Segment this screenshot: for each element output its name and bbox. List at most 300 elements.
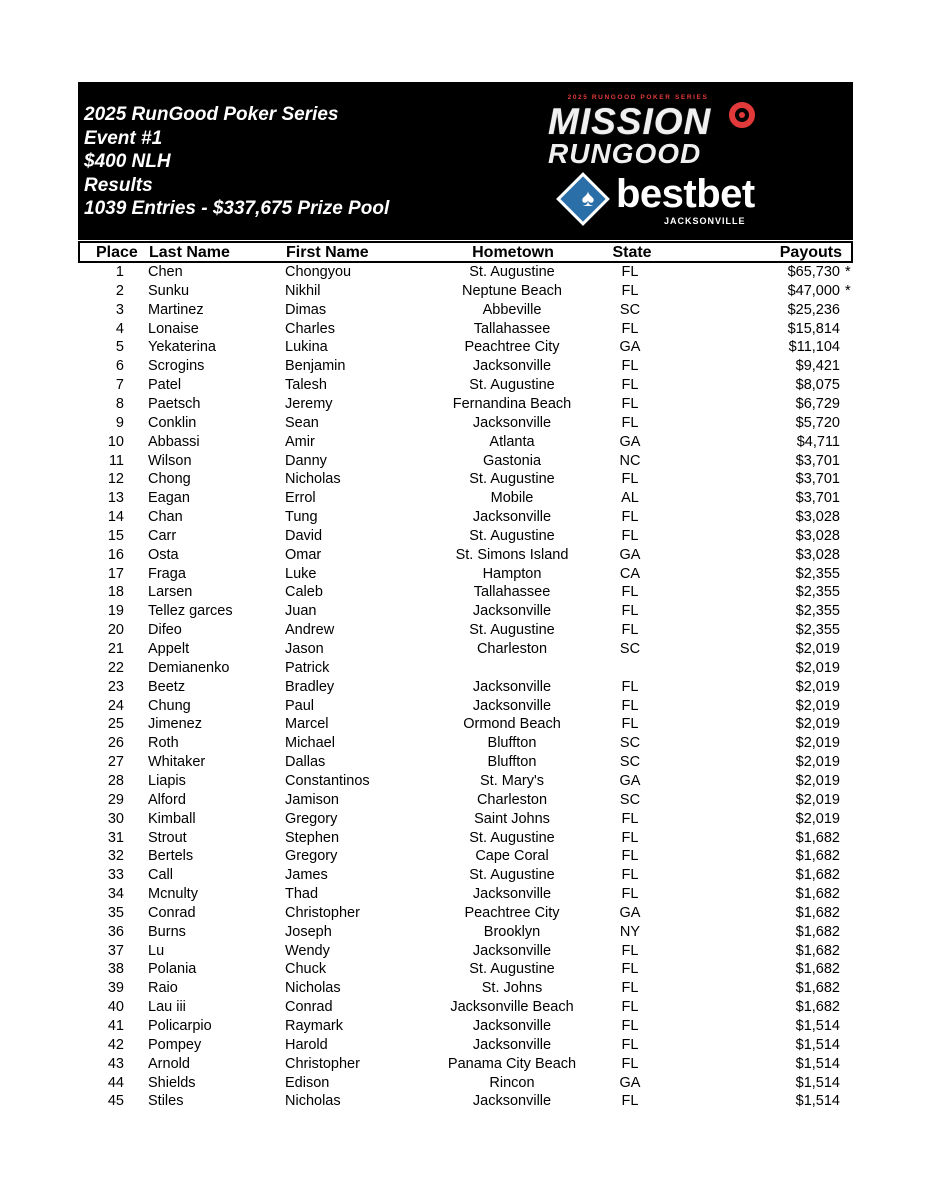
state-cell: FL (621, 264, 639, 280)
first-name-cell: Nicholas (285, 980, 341, 997)
hometown-cell: Peachtree City (464, 339, 560, 356)
first-name-cell: Wendy (285, 942, 330, 959)
header-place: Place (96, 244, 138, 261)
table-row (0, 753, 932, 772)
place-cell: 26 (107, 735, 124, 752)
header-last-name: Last Name (149, 244, 230, 261)
first-name-cell: Nicholas (285, 1093, 341, 1110)
payout-cell: $1,682 (795, 904, 840, 921)
last-name-cell: Shields (148, 1074, 196, 1091)
payout-cell: $11,104 (788, 339, 840, 356)
banner-entries: 1039 Entries - $337,675 Prize Pool (84, 198, 390, 219)
last-name-cell: Osta (148, 546, 179, 563)
hometown-cell: Charleston (476, 641, 548, 657)
payout-cell: $1,514 (795, 1093, 840, 1110)
hometown-cell: Atlanta (489, 433, 535, 450)
first-name-cell: Bradley (285, 678, 335, 695)
table-row (0, 998, 932, 1017)
last-name-cell: Lau iii (148, 999, 186, 1016)
table-row (0, 1036, 932, 1055)
poker-chip-icon (729, 102, 755, 128)
first-name-cell: Amir (285, 433, 315, 450)
payout-mark-cell: * (845, 282, 851, 299)
last-name-cell: Patel (148, 377, 182, 394)
state-cell: FL (621, 999, 639, 1016)
payout-cell: $2,019 (795, 754, 840, 771)
hometown-cell: Jacksonville (472, 678, 552, 695)
state-cell: GA (619, 772, 641, 789)
table-row (0, 489, 932, 508)
place-cell: 25 (107, 716, 124, 733)
last-name-cell: Conrad (148, 904, 196, 921)
table-row (0, 263, 932, 282)
payout-cell: $2,019 (795, 678, 840, 695)
first-name-cell: Chongyou (285, 264, 352, 280)
place-cell: 23 (107, 678, 124, 695)
state-cell: SC (619, 754, 641, 771)
header-state: State (612, 244, 652, 261)
state-cell: FL (621, 377, 639, 394)
state-cell: FL (621, 697, 639, 714)
hometown-cell: Hampton (482, 565, 542, 582)
last-name-cell: Polania (148, 961, 197, 978)
last-name-cell: Bertels (148, 848, 194, 865)
logo-rungood-text: RUNGOOD (548, 138, 702, 169)
hometown-cell: St. Augustine (469, 527, 555, 544)
last-name-cell: Tellez garces (148, 603, 233, 620)
state-cell: GA (619, 339, 641, 356)
hometown-cell: St. Augustine (469, 622, 555, 639)
last-name-cell: Larsen (148, 584, 193, 601)
place-cell: 30 (107, 810, 124, 827)
state-cell: GA (619, 1074, 641, 1091)
payout-cell: $2,019 (795, 791, 840, 808)
state-cell: FL (621, 886, 639, 903)
payout-cell: $1,514 (795, 1018, 840, 1034)
place-cell: 11 (108, 452, 124, 469)
first-name-cell: Edison (285, 1074, 330, 1091)
table-row (0, 866, 932, 885)
place-cell: 27 (107, 754, 124, 771)
hometown-cell: St. Augustine (469, 264, 555, 280)
place-cell: 22 (107, 659, 124, 676)
state-cell: FL (621, 1093, 639, 1110)
payout-cell: $47,000 (787, 282, 840, 299)
table-row (0, 979, 932, 998)
first-name-cell: Joseph (285, 923, 332, 940)
header-payouts: Payouts (779, 244, 842, 261)
hometown-cell: Jacksonville Beach (450, 999, 574, 1016)
last-name-cell: Chen (148, 264, 183, 280)
last-name-cell: Jimenez (148, 716, 202, 733)
banner-title: 2025 RunGood Poker Series (84, 104, 339, 125)
state-cell: FL (621, 527, 639, 544)
first-name-cell: Charles (285, 320, 335, 337)
first-name-cell: Jeremy (285, 395, 333, 412)
last-name-cell: Lu (148, 942, 165, 959)
table-row (0, 301, 932, 320)
mission-rungood-bestbet-logo (548, 92, 808, 237)
first-name-cell: Sean (285, 414, 319, 431)
hometown-cell: Fernandina Beach (452, 395, 572, 412)
payout-cell: $3,701 (795, 471, 840, 488)
banner-title-block (84, 103, 389, 221)
first-name-cell: Errol (285, 490, 316, 507)
table-row (0, 1074, 932, 1093)
state-cell: GA (619, 433, 641, 450)
place-cell: 36 (107, 923, 124, 940)
place-cell: 3 (115, 301, 124, 318)
last-name-cell: Kimball (148, 810, 196, 827)
results-banner (78, 82, 853, 240)
last-name-cell: Yekaterina (148, 339, 216, 356)
first-name-cell: Jamison (285, 791, 339, 808)
payout-cell: $1,682 (795, 999, 840, 1016)
hometown-cell: Tallahassee (473, 584, 551, 601)
state-cell: NY (619, 923, 641, 940)
hometown-cell: Jacksonville (472, 1036, 552, 1053)
first-name-cell: Paul (285, 697, 315, 714)
place-cell: 39 (107, 980, 124, 997)
state-cell: FL (621, 678, 639, 695)
last-name-cell: Strout (148, 829, 187, 846)
state-cell: SC (619, 641, 641, 657)
state-cell: GA (619, 546, 641, 563)
place-cell: 19 (107, 603, 124, 620)
table-row (0, 942, 932, 961)
table-row (0, 395, 932, 414)
last-name-cell: Carr (148, 527, 177, 544)
payout-cell: $1,514 (795, 1074, 840, 1091)
place-cell: 33 (107, 867, 124, 884)
place-cell: 34 (107, 886, 124, 903)
table-row (0, 697, 932, 716)
place-cell: 40 (107, 999, 124, 1016)
banner-event: Event #1 (84, 127, 163, 149)
last-name-cell: Chong (148, 471, 191, 488)
last-name-cell: Raio (148, 980, 178, 997)
hometown-cell: Saint Johns (474, 810, 550, 827)
first-name-cell: Patrick (285, 659, 330, 676)
table-header (78, 241, 853, 263)
table-row (0, 320, 932, 339)
payout-cell: $3,028 (795, 546, 840, 563)
table-row (0, 1092, 932, 1111)
payout-cell: $1,682 (795, 923, 840, 940)
last-name-cell: Martinez (148, 301, 204, 318)
place-cell: 1 (115, 264, 124, 280)
state-cell: GA (619, 904, 641, 921)
first-name-cell: Lukina (285, 339, 328, 356)
last-name-cell: Fraga (148, 565, 186, 582)
payout-cell: $1,682 (795, 942, 840, 959)
hometown-cell: St. Augustine (469, 867, 555, 884)
state-cell: FL (621, 603, 639, 620)
payout-cell: $3,701 (795, 490, 840, 507)
first-name-cell: Juan (285, 603, 317, 620)
place-cell: 18 (107, 584, 124, 601)
hometown-cell: Neptune Beach (462, 282, 562, 299)
table-row (0, 357, 932, 376)
last-name-cell: Difeo (148, 622, 182, 639)
state-cell: SC (619, 735, 641, 752)
last-name-cell: Mcnulty (148, 886, 198, 903)
table-row (0, 338, 932, 357)
place-cell: 32 (107, 848, 124, 865)
payout-cell: $2,019 (795, 641, 840, 657)
payout-cell: $2,355 (795, 622, 840, 639)
payout-cell: $3,028 (795, 527, 840, 544)
place-cell: 2 (115, 282, 124, 299)
table-row (0, 282, 932, 301)
state-cell: FL (621, 414, 639, 431)
first-name-cell: Conrad (285, 999, 333, 1016)
payout-cell: $1,682 (795, 886, 840, 903)
hometown-cell: Jacksonville (472, 942, 552, 959)
payout-cell: $6,729 (795, 395, 840, 412)
place-cell: 9 (115, 414, 124, 431)
state-cell: FL (621, 358, 639, 375)
table-row (0, 810, 932, 829)
banner-game: $400 NLH (84, 151, 171, 172)
payout-cell: $1,514 (795, 1036, 840, 1053)
hometown-cell: Jacksonville (472, 414, 552, 431)
hometown-cell: St. Mary's (480, 772, 544, 789)
payout-cell: $3,701 (795, 452, 840, 469)
first-name-cell: Dimas (285, 301, 327, 318)
payout-cell: $1,682 (795, 961, 840, 978)
table-row (0, 847, 932, 866)
first-name-cell: Dallas (285, 754, 326, 771)
table-row (0, 621, 932, 640)
place-cell: 10 (107, 433, 124, 450)
first-name-cell: David (285, 527, 323, 544)
table-row (0, 1055, 932, 1074)
logo-bestbet-text: bestbet (616, 172, 755, 216)
payout-cell: $2,019 (795, 697, 840, 714)
place-cell: 8 (115, 395, 124, 412)
hometown-cell: Panama City Beach (447, 1055, 577, 1072)
place-cell: 35 (107, 904, 124, 921)
first-name-cell: Andrew (285, 622, 335, 639)
hometown-cell: Cape Coral (475, 848, 549, 865)
first-name-cell: Benjamin (285, 358, 346, 375)
hometown-cell: Jacksonville (472, 886, 552, 903)
state-cell: SC (619, 301, 641, 318)
hometown-cell: Jacksonville (472, 603, 552, 620)
payout-cell: $15,814 (787, 320, 840, 337)
first-name-cell: Talesh (285, 377, 327, 394)
first-name-cell: Christopher (285, 904, 360, 921)
table-row (0, 414, 932, 433)
table-row (0, 1017, 932, 1036)
payout-cell: $1,682 (795, 867, 840, 884)
place-cell: 24 (107, 697, 124, 714)
last-name-cell: Chung (148, 697, 191, 714)
state-cell: FL (621, 622, 639, 639)
hometown-cell: Mobile (490, 490, 534, 507)
hometown-cell: Jacksonville (472, 1093, 552, 1110)
state-cell: FL (621, 942, 639, 959)
state-cell: FL (621, 848, 639, 865)
hometown-cell: St. Johns (481, 980, 543, 997)
first-name-cell: Gregory (285, 848, 338, 865)
place-cell: 44 (107, 1074, 124, 1091)
place-cell: 16 (107, 546, 124, 563)
table-row (0, 376, 932, 395)
hometown-cell: Abbeville (482, 301, 542, 318)
last-name-cell: Beetz (148, 678, 186, 695)
last-name-cell: Liapis (148, 772, 186, 789)
last-name-cell: Appelt (148, 641, 190, 657)
last-name-cell: Chan (148, 509, 183, 526)
payout-cell: $1,514 (795, 1055, 840, 1072)
first-name-cell: Constantinos (285, 772, 370, 789)
hometown-cell: Bluffton (487, 735, 537, 752)
table-row (0, 470, 932, 489)
payout-cell: $2,019 (795, 716, 840, 733)
table-row (0, 565, 932, 584)
last-name-cell: Arnold (148, 1055, 190, 1072)
state-cell: FL (621, 980, 639, 997)
first-name-cell: Thad (285, 886, 319, 903)
payout-cell: $2,019 (795, 810, 840, 827)
state-cell: FL (621, 471, 639, 488)
first-name-cell: Nikhil (285, 282, 321, 299)
last-name-cell: Scrogins (148, 358, 205, 375)
last-name-cell: Pompey (148, 1036, 202, 1053)
last-name-cell: Alford (148, 791, 186, 808)
place-cell: 15 (107, 527, 124, 544)
first-name-cell: Gregory (285, 810, 338, 827)
payout-cell: $5,720 (795, 414, 840, 431)
table-row (0, 452, 932, 471)
table-row (0, 772, 932, 791)
place-cell: 7 (115, 377, 124, 394)
first-name-cell: Caleb (285, 584, 323, 601)
state-cell: FL (621, 509, 639, 526)
hometown-cell: Charleston (476, 791, 548, 808)
hometown-cell: Bluffton (487, 754, 537, 771)
last-name-cell: Burns (148, 923, 186, 940)
first-name-cell: Luke (285, 565, 317, 582)
state-cell: FL (621, 1036, 639, 1053)
place-cell: 37 (107, 942, 124, 959)
state-cell: FL (621, 584, 639, 601)
place-cell: 4 (115, 320, 124, 337)
payout-cell: $1,682 (795, 980, 840, 997)
table-row (0, 583, 932, 602)
last-name-cell: Lonaise (148, 320, 199, 337)
table-row (0, 433, 932, 452)
last-name-cell: Paetsch (148, 395, 201, 412)
last-name-cell: Policarpio (148, 1018, 212, 1034)
state-cell: AL (621, 490, 639, 507)
payout-cell: $2,019 (795, 735, 840, 752)
state-cell: FL (621, 961, 639, 978)
table-row (0, 923, 932, 942)
table-row (0, 527, 932, 546)
payout-cell: $2,019 (795, 772, 840, 789)
table-row (0, 734, 932, 753)
place-cell: 5 (115, 339, 124, 356)
place-cell: 17 (107, 565, 124, 582)
table-row (0, 885, 932, 904)
state-cell: FL (621, 829, 639, 846)
last-name-cell: Abbassi (148, 433, 200, 450)
hometown-cell: Jacksonville (472, 358, 552, 375)
hometown-cell: St. Augustine (469, 829, 555, 846)
payout-cell: $9,421 (795, 358, 840, 375)
payout-cell: $8,075 (795, 377, 840, 394)
place-cell: 28 (107, 772, 124, 789)
place-cell: 43 (107, 1055, 124, 1072)
first-name-cell: Chuck (285, 961, 327, 978)
hometown-cell: Tallahassee (473, 320, 551, 337)
table-row (0, 508, 932, 527)
last-name-cell: Demianenko (148, 659, 230, 676)
payout-cell: $2,355 (795, 565, 840, 582)
state-cell: FL (621, 282, 639, 299)
payout-cell: $65,730 (787, 264, 840, 280)
spade-icon: ♠ (581, 185, 595, 212)
payout-cell: $2,355 (795, 603, 840, 620)
last-name-cell: Roth (148, 735, 179, 752)
first-name-cell: Nicholas (285, 471, 341, 488)
payout-cell: $4,711 (796, 433, 840, 450)
last-name-cell: Stiles (148, 1093, 184, 1110)
first-name-cell: Harold (285, 1036, 328, 1053)
state-cell: SC (619, 791, 641, 808)
place-cell: 6 (115, 358, 124, 375)
first-name-cell: Jason (285, 641, 324, 657)
header-hometown: Hometown (472, 244, 554, 261)
table-row (0, 678, 932, 697)
hometown-cell: Brooklyn (483, 923, 541, 940)
table-row (0, 715, 932, 734)
hometown-cell: Jacksonville (472, 509, 552, 526)
table-row (0, 791, 932, 810)
logo-series-text: 2025 RUNGOOD POKER SERIES (567, 94, 709, 101)
hometown-cell: Gastonia (482, 452, 542, 469)
hometown-cell: Ormond Beach (463, 716, 561, 733)
hometown-cell: St. Simons Island (455, 546, 569, 563)
hometown-cell: Rincon (489, 1074, 535, 1091)
payout-cell: $1,682 (795, 829, 840, 846)
hometown-cell: Jacksonville (472, 697, 552, 714)
state-cell: FL (621, 810, 639, 827)
place-cell: 20 (107, 622, 124, 639)
header-first-name: First Name (286, 244, 369, 261)
place-cell: 31 (107, 829, 124, 846)
last-name-cell: Wilson (148, 452, 192, 469)
first-name-cell: Omar (285, 546, 322, 563)
first-name-cell: James (285, 867, 328, 884)
hometown-cell: St. Augustine (469, 377, 555, 394)
payout-cell: $2,355 (795, 584, 840, 601)
state-cell: FL (621, 1055, 639, 1072)
last-name-cell: Conklin (148, 414, 197, 431)
hometown-cell: St. Augustine (469, 961, 555, 978)
table-row (0, 904, 932, 923)
payout-cell: $25,236 (787, 301, 840, 318)
last-name-cell: Call (148, 867, 173, 884)
place-cell: 45 (107, 1093, 124, 1110)
place-cell: 13 (107, 490, 124, 507)
state-cell: CA (619, 565, 641, 582)
hometown-cell: Peachtree City (464, 904, 560, 921)
logo-location-text: JACKSONVILLE (664, 216, 746, 226)
